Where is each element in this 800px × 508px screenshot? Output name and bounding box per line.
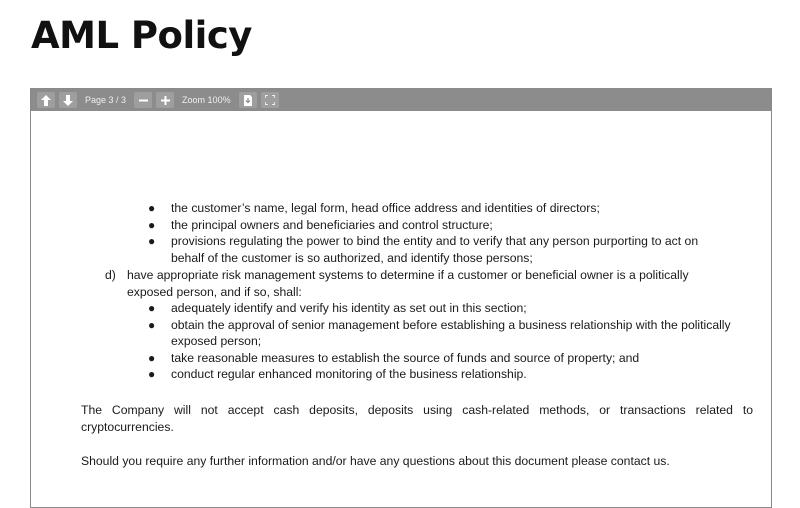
fullscreen-button[interactable]: [261, 92, 279, 108]
bullet-icon: ●: [148, 350, 156, 365]
plus-icon: [161, 96, 170, 105]
list-item-text: conduct regular enhanced monitoring of the business relationship.: [171, 367, 527, 382]
arrow-down-icon: [63, 95, 73, 106]
bullet-icon: ●: [148, 217, 156, 232]
list-item: [148, 350, 731, 367]
bullet-icon: ●: [148, 234, 156, 249]
list-item-text: take reasonable measures to establish the source of funds and source of property; and: [171, 350, 640, 365]
bullet-icon: ●: [148, 201, 156, 215]
bullet-icon: ●: [148, 317, 156, 332]
bullet-icon: ●: [148, 367, 156, 382]
list-item: [148, 300, 731, 317]
list-item-text: the customer’s name, legal form, head office address and identities of directors;: [171, 201, 600, 215]
bullet-icon: ●: [148, 301, 156, 315]
paragraph-cash-policy: The Company will not accept cash deposits, deposits using cash-related methods, or transactions related to cryptocurrencies.: [81, 403, 753, 434]
pdf-toolbar: [31, 89, 771, 111]
zoom-in-button[interactable]: [156, 92, 174, 108]
download-button[interactable]: [239, 92, 257, 108]
previous-page-button[interactable]: [37, 92, 55, 108]
fullscreen-icon: [265, 95, 275, 105]
zoom-out-button[interactable]: [134, 92, 152, 108]
zoom-indicator: Zoom 100%: [182, 95, 231, 105]
page-indicator: Page 3 / 3: [85, 95, 127, 105]
list-item: [148, 366, 731, 383]
list-item-text: have appropriate risk management systems to determine if a customer or beneficial owner is a politically exposed person, and if so, shall:: [127, 268, 689, 299]
minus-icon: [139, 96, 148, 105]
list-item: [148, 217, 731, 234]
list-marker: d): [105, 268, 116, 282]
list-item: [148, 317, 731, 350]
document-page: [31, 111, 771, 507]
next-page-button[interactable]: [59, 92, 77, 108]
list-item-text: provisions regulating the power to bind the entity and to verify that any person purporting to act on behalf of the customer is so authorized, and identify those persons;: [171, 234, 699, 265]
pdf-viewer: [30, 88, 772, 508]
page-title: AML Policy: [31, 14, 252, 57]
list-item: [148, 233, 731, 266]
list-item: [148, 200, 731, 217]
arrow-up-icon: [41, 95, 51, 106]
list-item-text: adequately identify and verify his identity as set out in this section;: [171, 301, 527, 315]
list-item-text: obtain the approval of senior management before establishing a business relationship with the politically exposed person;: [171, 317, 731, 349]
paragraph-contact: Should you require any further information and/or have any questions about this document please contact us.: [81, 454, 670, 468]
download-icon: [243, 95, 253, 106]
bullet-list-pep: [148, 300, 731, 383]
list-item-text: the principal owners and beneficiaries and control structure;: [171, 217, 493, 232]
bullet-list-entity-info: [148, 200, 731, 266]
